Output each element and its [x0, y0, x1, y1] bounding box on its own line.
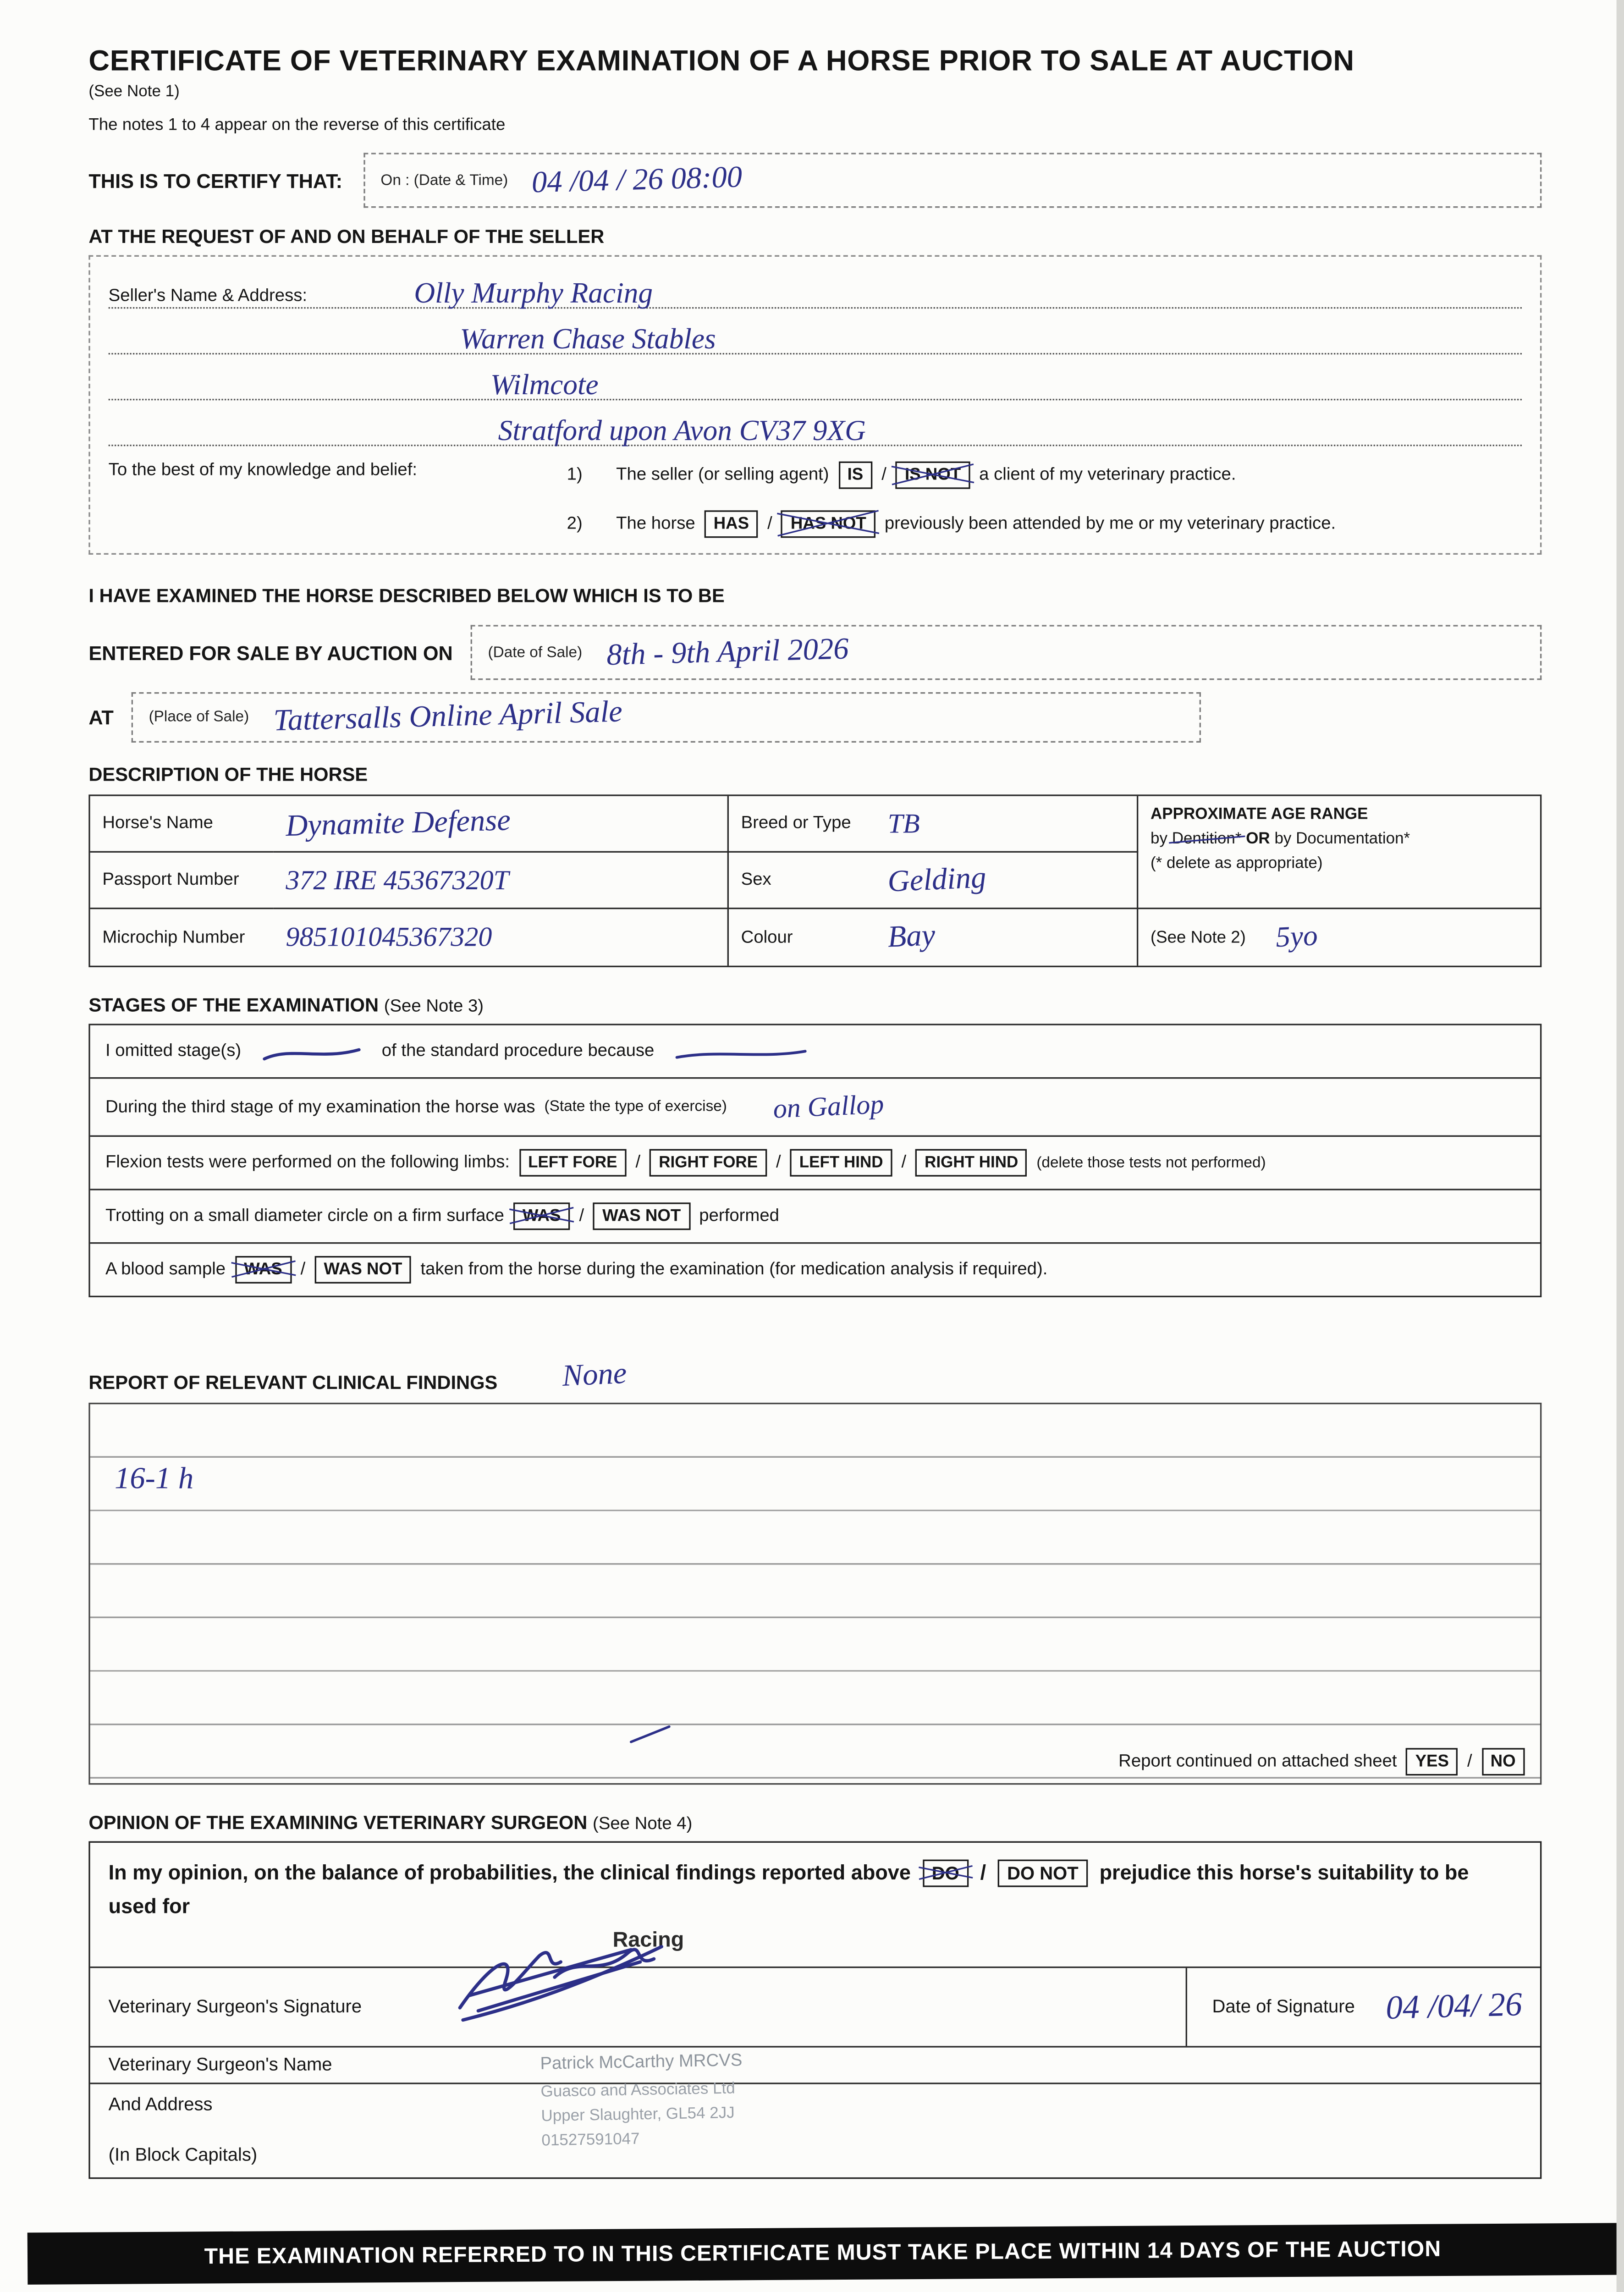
seller-address-line-4	[109, 400, 1522, 446]
sex-handwritten-value: Gelding	[887, 860, 987, 898]
seller-address-value-1: Olly Murphy Racing	[414, 278, 653, 310]
trotting-row	[90, 1189, 1540, 1242]
colour-label-cell	[729, 909, 875, 965]
horse-name-label: Horse's Name	[102, 814, 213, 833]
horse-name-handwritten-value: Dynamite Defense	[285, 803, 511, 843]
see-note-2-label: (See Note 2)	[1150, 928, 1246, 947]
has-not-option-box-struck: HAS NOT	[782, 510, 875, 538]
opinion-heading-note: (See Note 4)	[593, 1815, 693, 1834]
exercise-handwritten-value: on Gallop	[772, 1088, 884, 1124]
horse-description-table	[88, 794, 1541, 967]
footer-banner	[28, 2223, 1618, 2285]
colour-handwritten-value: Bay	[887, 919, 936, 955]
passport-handwritten-value: 372 IRE 45367320T	[286, 864, 509, 895]
blood-was-box-struck: WAS	[235, 1256, 292, 1284]
vet-stamp-address: Upper Slaughter, GL54 2JJ	[541, 2104, 735, 2126]
date-of-sale-label: (Date of Sale)	[488, 644, 583, 661]
breed-handwritten-value: TB	[887, 807, 920, 838]
right-hind-box: RIGHT HIND	[915, 1149, 1027, 1177]
entered-for-sale-row	[88, 625, 1541, 680]
description-heading: DESCRIPTION OF THE HORSE	[88, 764, 368, 786]
belief-item-1-post: a client of my veterinary practice.	[979, 466, 1236, 485]
stages-heading-text: STAGES OF THE EXAMINATION	[88, 994, 379, 1016]
opinion-pre-text: In my opinion, on the balance of probabilities, the clinical findings reported above	[108, 1861, 911, 1884]
flexion-separator: /	[901, 1153, 907, 1172]
do-not-box: DO NOT	[998, 1860, 1088, 1887]
place-of-sale-row	[88, 692, 1541, 743]
blood-sample-row	[90, 1242, 1540, 1296]
datetime-handwritten-value: 04 /04 / 26 08:00	[532, 160, 743, 199]
report-continued-yes-box: YES	[1406, 1748, 1458, 1775]
pen-dash-icon	[672, 1045, 810, 1063]
seller-address-line-3	[109, 354, 1522, 400]
age-range-heading: APPROXIMATE AGE RANGE	[1150, 805, 1368, 824]
notes-reverse-line: The notes 1 to 4 appear on the reverse of this certificate	[88, 116, 506, 135]
datetime-field	[364, 153, 1542, 208]
has-option-box: HAS	[705, 510, 758, 538]
seller-address-value-3: Wilmcote	[490, 369, 599, 402]
certify-label: THIS IS TO CERTIFY THAT:	[88, 169, 343, 192]
microchip-label-cell	[90, 909, 274, 965]
signature-row	[90, 1966, 1540, 2045]
right-fore-box: RIGHT FORE	[650, 1149, 767, 1177]
third-stage-row	[90, 1077, 1540, 1135]
blood-was-not-box: WAS NOT	[314, 1256, 411, 1284]
belief-item-1-pre: The seller (or selling agent)	[616, 466, 829, 485]
height-handwritten-note: 16-1 h	[114, 1462, 194, 1496]
vet-stamp	[540, 2049, 744, 2154]
third-stage-pre-text: During the third stage of my examination the horse was	[105, 1097, 535, 1116]
omitted-post-text: of the standard procedure because	[381, 1042, 655, 1061]
breed-label-cell	[729, 796, 875, 853]
vet-name-label: Veterinary Surgeon's Name	[108, 2054, 332, 2075]
trotting-pre-text: Trotting on a small diameter circle on a firm surface	[105, 1207, 504, 1226]
stages-heading-note: (See Note 3)	[384, 997, 484, 1016]
age-by-label: by	[1150, 829, 1167, 848]
passport-label-cell	[90, 853, 274, 909]
report-continued-no-box: NO	[1481, 1748, 1525, 1775]
signature-image	[445, 1928, 720, 2042]
report-continued-row	[1118, 1748, 1525, 1775]
exercise-type-note: (State the type of exercise)	[544, 1098, 727, 1116]
colour-value-cell	[875, 909, 1138, 965]
microchip-value-cell	[274, 909, 729, 965]
belief-item-1-number: 1)	[567, 466, 583, 485]
sex-label: Sex	[741, 871, 771, 889]
age-value-cell	[1138, 909, 1540, 965]
microchip-label: Microchip Number	[102, 928, 245, 947]
trotting-was-box-struck: WAS	[513, 1202, 570, 1230]
trotting-was-not-box: WAS NOT	[593, 1202, 690, 1230]
report-heading: REPORT OF RELEVANT CLINICAL FINDINGS	[88, 1372, 498, 1394]
seller-details-box	[88, 255, 1541, 555]
see-note-1: (See Note 1)	[88, 82, 180, 101]
vet-stamp-practice: Guasco and Associates Ltd	[540, 2079, 736, 2101]
belief-item-2-separator: /	[767, 515, 772, 534]
age-handwritten-value: 5yo	[1275, 920, 1319, 954]
horse-name-value-cell	[274, 796, 729, 853]
seller-address-value-4: Stratford upon Avon CV37 9XG	[498, 415, 866, 448]
entered-label: ENTERED FOR SALE BY AUCTION ON	[88, 641, 453, 664]
examined-heading: I HAVE EXAMINED THE HORSE DESCRIBED BELOW WHICH IS TO BE	[88, 585, 725, 607]
stages-heading	[88, 995, 1541, 1016]
blood-pre-text: A blood sample	[105, 1260, 226, 1279]
date-of-signature-handwritten-value: 04 /04/ 26	[1385, 1984, 1522, 2027]
seller-address-value-2: Warren Chase Stables	[460, 324, 716, 356]
age-documentation-option: by Documentation*	[1274, 829, 1410, 848]
pen-dash-icon	[259, 1044, 363, 1065]
vet-block-capitals-label: (In Block Capitals)	[108, 2143, 258, 2165]
belief-item-1	[567, 462, 1522, 489]
report-continued-separator: /	[1467, 1752, 1472, 1771]
blood-post-text: taken from the horse during the examination (for medication analysis if required).	[420, 1260, 1048, 1279]
belief-item-2-pre: The horse	[616, 515, 695, 534]
trotting-separator: /	[579, 1207, 584, 1226]
date-of-signature-cell	[1186, 1967, 1522, 2045]
vet-stamp-name: Patrick McCarthy MRCVS	[540, 2052, 743, 2074]
age-or-label: OR	[1246, 829, 1270, 848]
passport-value-cell	[274, 853, 729, 909]
sex-label-cell	[729, 853, 875, 909]
footer-text: THE EXAMINATION REFERRED TO IN THIS CERTIFICATE MUST TAKE PLACE WITHIN 14 DAYS OF THE AUCTION	[204, 2237, 1442, 2270]
certify-row	[88, 153, 1541, 208]
use-value: Racing	[612, 1927, 684, 1952]
opinion-statement	[90, 1843, 1540, 1957]
place-of-sale-field	[132, 692, 1201, 743]
opinion-heading	[88, 1812, 1541, 1834]
belief-section	[109, 462, 1522, 538]
clinical-findings-box	[88, 1403, 1541, 1785]
is-option-box: IS	[838, 462, 873, 489]
flexion-tests-row	[90, 1135, 1540, 1189]
scan-edge-shadow	[1617, 0, 1624, 2292]
place-of-sale-label: (Place of Sale)	[149, 709, 249, 726]
belief-item-2-number: 2)	[567, 515, 583, 534]
pen-mark-icon	[628, 1722, 674, 1747]
belief-item-2-post: previously been attended by me or my veterinary practice.	[884, 515, 1336, 534]
left-fore-box: LEFT FORE	[519, 1149, 626, 1177]
age-range-methods	[1151, 828, 1410, 852]
trotting-post-text: performed	[699, 1207, 780, 1226]
colour-label: Colour	[741, 928, 793, 947]
microchip-handwritten-value: 985101045367320	[286, 921, 492, 952]
opinion-heading-text: OPINION OF THE EXAMINING VETERINARY SURGEON	[88, 1812, 588, 1834]
age-range-cell	[1138, 796, 1540, 909]
date-of-sale-handwritten-value: 8th - 9th April 2026	[606, 632, 849, 672]
page-title: CERTIFICATE OF VETERINARY EXAMINATION OF A HORSE PRIOR TO SALE AT AUCTION	[88, 45, 1354, 78]
breed-label: Breed or Type	[741, 814, 851, 833]
opinion-post-text: prejudice this horse's suitability to be used for	[108, 1861, 1469, 1917]
seller-address-line-2	[109, 309, 1522, 354]
belief-items	[567, 462, 1522, 538]
flexion-separator: /	[776, 1153, 781, 1172]
seller-name-label: Seller's Name & Address:	[108, 287, 308, 306]
flexion-separator: /	[635, 1153, 641, 1172]
age-delete-note: (* delete as appropriate)	[1150, 853, 1323, 872]
report-handwritten-value: None	[561, 1357, 627, 1394]
date-of-signature-label: Date of Signature	[1212, 1995, 1355, 2017]
opinion-separator: /	[980, 1861, 986, 1884]
vet-address-row	[90, 2082, 1540, 2177]
seller-section-heading: AT THE REQUEST OF AND ON BEHALF OF THE SELLER	[88, 226, 605, 248]
passport-label: Passport Number	[102, 871, 239, 889]
blood-separator: /	[300, 1260, 306, 1279]
omitted-pre-text: I omitted stage(s)	[105, 1042, 242, 1061]
sex-value-cell	[875, 853, 1138, 909]
seller-address-line-1	[109, 263, 1522, 309]
breed-value-cell	[875, 796, 1138, 853]
omitted-stages-row	[90, 1025, 1540, 1077]
opinion-box	[88, 1841, 1541, 2178]
age-dentition-option-struck: Dentition*	[1172, 829, 1242, 848]
date-of-sale-field	[471, 625, 1541, 680]
horse-name-label-cell	[90, 796, 274, 853]
signature-label: Veterinary Surgeon's Signature	[108, 1995, 362, 2017]
vet-stamp-phone: 01527591047	[541, 2130, 640, 2151]
place-of-sale-handwritten-value: Tattersalls Online April Sale	[273, 695, 623, 738]
is-not-option-box-struck: IS NOT	[896, 462, 970, 489]
flexion-pre-text: Flexion tests were performed on the following limbs:	[105, 1153, 510, 1172]
stages-box	[88, 1024, 1541, 1297]
datetime-field-label: On : (Date & Time)	[380, 171, 508, 189]
flexion-delete-note: (delete those tests not performed)	[1036, 1154, 1266, 1171]
belief-label: To the best of my knowledge and belief:	[108, 461, 418, 480]
at-label: AT	[88, 705, 114, 729]
report-continued-label: Report continued on attached sheet	[1118, 1752, 1397, 1771]
belief-item-1-separator: /	[881, 466, 886, 485]
belief-item-2	[567, 510, 1522, 538]
vet-address-label: And Address	[108, 2093, 213, 2114]
report-heading-row	[88, 1358, 1541, 1394]
do-box-struck: DO	[923, 1860, 969, 1887]
left-hind-box: LEFT HIND	[790, 1149, 892, 1177]
vet-name-row	[90, 2045, 1540, 2082]
